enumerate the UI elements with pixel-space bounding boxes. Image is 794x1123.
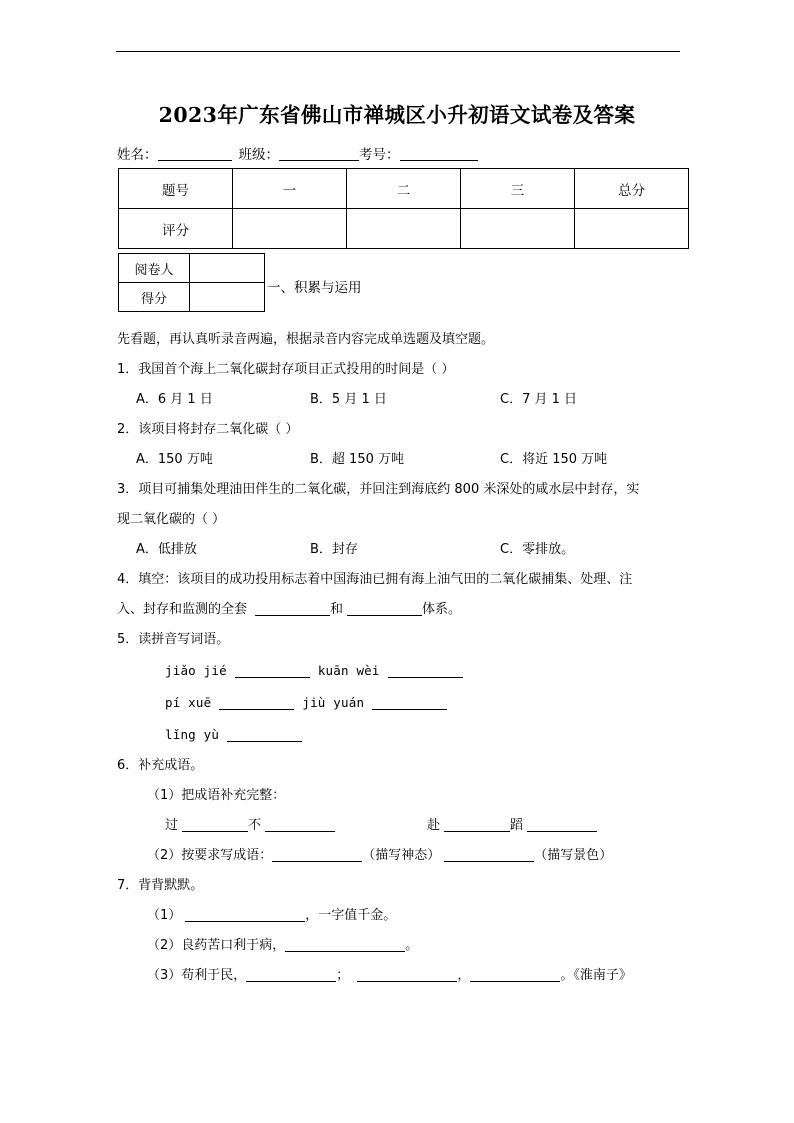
question-3-option-b[interactable]: B．封存 — [310, 542, 358, 557]
pinyin-ling-yu: lǐng yù — [165, 727, 220, 742]
section-heading: 一、积累与运用 — [267, 280, 362, 296]
question-7-item-2 — [117, 931, 683, 961]
page-title: 2023年广东省佛山市禅城区小升初语文试卷及答案 — [158, 103, 636, 127]
question-1-stem: 我国首个海上二氧化碳封存项目正式投用的时间是（ ） — [138, 362, 455, 377]
question-6-sub-2-hint-1: （描写神态） — [362, 848, 441, 863]
question-5-blank-3[interactable] — [219, 709, 294, 710]
question-6-idiom-2-char-2: 蹈 — [510, 818, 524, 833]
score-table — [118, 168, 689, 249]
question-6-sub-2-hint-2: （描写景色） — [534, 848, 613, 863]
score-cell-total[interactable] — [575, 209, 689, 249]
pinyin-pi-xue: pí xuē — [165, 695, 212, 710]
question-5-stem: 读拼音写词语。 — [138, 632, 230, 647]
question-3-option-a[interactable]: A．低排放 — [136, 542, 197, 557]
class-input-blank[interactable] — [279, 160, 359, 161]
question-3-stem-line-1: 项目可捕集处理油田伴生的二氧化碳，并回注到海底约 800 米深处的咸水层中封存，实 — [138, 482, 640, 497]
question-2-option-b[interactable]: B．超 150 万吨 — [310, 452, 404, 467]
question-2-stem: 该项目将封存二氧化碳（ ） — [138, 422, 299, 437]
exam-no-input-blank[interactable] — [400, 160, 478, 161]
question-4-number: 4． — [117, 572, 139, 587]
question-7-item-3-after: 。《淮南子》 — [560, 968, 632, 983]
score-table-row-label: 题号 — [119, 169, 233, 209]
question-5-pinyin-row-2 — [117, 687, 683, 719]
question-4-stem-line-1: 填空：该项目的成功投用标志着中国海油已拥有海上油气田的二氧化碳捕集、处理、注 — [138, 572, 633, 587]
question-3-options — [117, 535, 683, 565]
question-7-item-3 — [117, 961, 683, 991]
question-6-number: 6． — [117, 758, 139, 773]
question-1-option-a[interactable]: A．6 月 1 日 — [136, 392, 213, 407]
question-1-option-c[interactable]: C．7 月 1 日 — [500, 392, 578, 407]
question-2-number: 2． — [117, 422, 139, 437]
question-3-option-c[interactable]: C．零排放。 — [500, 542, 575, 557]
score-table-col-total: 总分 — [575, 169, 689, 209]
question-6-sub-2-blank-1[interactable] — [272, 861, 362, 862]
pinyin-jiu-yuan: jiù yuán — [302, 695, 365, 710]
question-2-option-c[interactable]: C．将近 150 万吨 — [500, 452, 608, 467]
question-6-idiom-2-blank-1[interactable] — [444, 831, 510, 832]
question-7-item-1 — [117, 901, 683, 931]
question-4-stem-line-2-pre: 入、封存和监测的全套 — [117, 602, 248, 617]
score-table-col-1: 一 — [233, 169, 347, 209]
class-label: 班级： — [238, 147, 279, 163]
question-3-line-1 — [117, 475, 683, 505]
question-3-stem-line-2: 现二氧化碳的（ ） — [117, 512, 226, 527]
score-table-col-3: 三 — [461, 169, 575, 209]
question-1 — [117, 355, 683, 385]
question-6-stem: 补充成语。 — [138, 758, 204, 773]
question-6 — [117, 751, 683, 781]
question-5-blank-5[interactable] — [227, 741, 302, 742]
student-info-line — [117, 143, 478, 163]
question-7-number: 7． — [117, 878, 139, 893]
question-5-blank-4[interactable] — [372, 709, 447, 710]
question-7 — [117, 871, 683, 901]
question-6-sub-2-text: （2）按要求写成语： — [147, 848, 273, 863]
table-row — [119, 254, 265, 283]
question-5-pinyin-row-1 — [117, 655, 683, 687]
score-value-cell[interactable] — [190, 283, 265, 312]
question-7-item-1-label: （1） — [147, 908, 182, 923]
question-5-blank-1[interactable] — [235, 677, 310, 678]
table-row — [119, 283, 265, 312]
score-label: 得分 — [119, 283, 190, 312]
question-4-line-2 — [117, 595, 683, 625]
question-5-blank-2[interactable] — [388, 677, 463, 678]
reviewer-box — [118, 253, 265, 312]
question-1-option-b[interactable]: B．5 月 1 日 — [310, 392, 387, 407]
question-2 — [117, 415, 683, 445]
question-7-item-3-blank-3[interactable] — [470, 981, 560, 982]
question-4-blank-2[interactable] — [347, 615, 422, 616]
question-7-item-3-mid-2: ， — [457, 968, 471, 983]
score-table-col-2: 二 — [347, 169, 461, 209]
question-6-sub-2-blank-2[interactable] — [444, 861, 534, 862]
question-6-idiom-1-char-1: 过 — [165, 818, 179, 833]
question-7-stem: 背背默默。 — [138, 878, 204, 893]
name-input-blank[interactable] — [158, 160, 232, 161]
reviewer-label: 阅卷人 — [119, 254, 190, 283]
header-rule — [116, 51, 680, 52]
question-6-idiom-1-blank-1[interactable] — [182, 831, 248, 832]
question-4-stem-line-2-post: 体系。 — [422, 602, 462, 617]
question-6-idiom-1-char-2: 不 — [248, 818, 262, 833]
question-6-idiom-1-blank-2[interactable] — [265, 831, 335, 832]
exam-no-label: 考号： — [359, 147, 400, 163]
table-row — [119, 209, 689, 249]
question-7-item-3-before: 苟利于民， — [181, 968, 247, 983]
question-7-item-3-blank-2[interactable] — [357, 981, 457, 982]
reviewer-value-cell[interactable] — [190, 254, 265, 283]
score-cell-1[interactable] — [233, 209, 347, 249]
pinyin-jiao-jie: jiǎo jié — [165, 663, 227, 678]
question-6-idiom-line — [117, 811, 683, 841]
question-2-option-a[interactable]: A．150 万吨 — [136, 452, 213, 467]
question-5-number: 5． — [117, 632, 139, 647]
question-1-options — [117, 385, 683, 415]
score-cell-2[interactable] — [347, 209, 461, 249]
name-label: 姓名： — [117, 147, 158, 163]
question-6-idiom-2-blank-2[interactable] — [527, 831, 597, 832]
score-cell-3[interactable] — [461, 209, 575, 249]
question-7-item-2-label: （2） — [147, 938, 182, 953]
question-5-pinyin-row-3 — [117, 719, 683, 751]
question-3-number: 3． — [117, 482, 139, 497]
question-7-item-3-blank-1[interactable] — [246, 981, 336, 982]
question-4-blank-1[interactable] — [255, 615, 330, 616]
question-5 — [117, 625, 683, 655]
question-7-item-1-after: ，一字值千金。 — [305, 908, 397, 923]
question-6-idiom-2-char-1: 赴 — [427, 818, 441, 833]
pinyin-kuan-wei: kuān wèi — [317, 663, 380, 678]
question-7-item-1-blank[interactable] — [185, 921, 305, 922]
exam-content — [117, 325, 683, 991]
question-4-line-1 — [117, 565, 683, 595]
table-row — [119, 169, 689, 209]
question-7-item-3-mid-1: ； — [336, 968, 350, 983]
question-7-item-2-after: 。 — [405, 938, 419, 953]
question-2-options — [117, 445, 683, 475]
question-7-item-2-before: 良药苦口利于病， — [181, 938, 286, 953]
question-4-stem-line-2-mid: 和 — [330, 602, 344, 617]
question-7-item-3-label: （3） — [147, 968, 182, 983]
score-table-row-label: 评分 — [119, 209, 233, 249]
question-7-item-2-blank[interactable] — [285, 951, 405, 952]
question-3-line-2 — [117, 505, 683, 535]
listening-instruction: 先看题，再认真听录音两遍，根据录音内容完成单选题及填空题。 — [117, 332, 495, 347]
question-6-sub-2-label — [117, 841, 683, 871]
question-1-number: 1． — [117, 362, 139, 377]
question-6-sub-1-label: （1）把成语补充完整： — [147, 788, 286, 803]
